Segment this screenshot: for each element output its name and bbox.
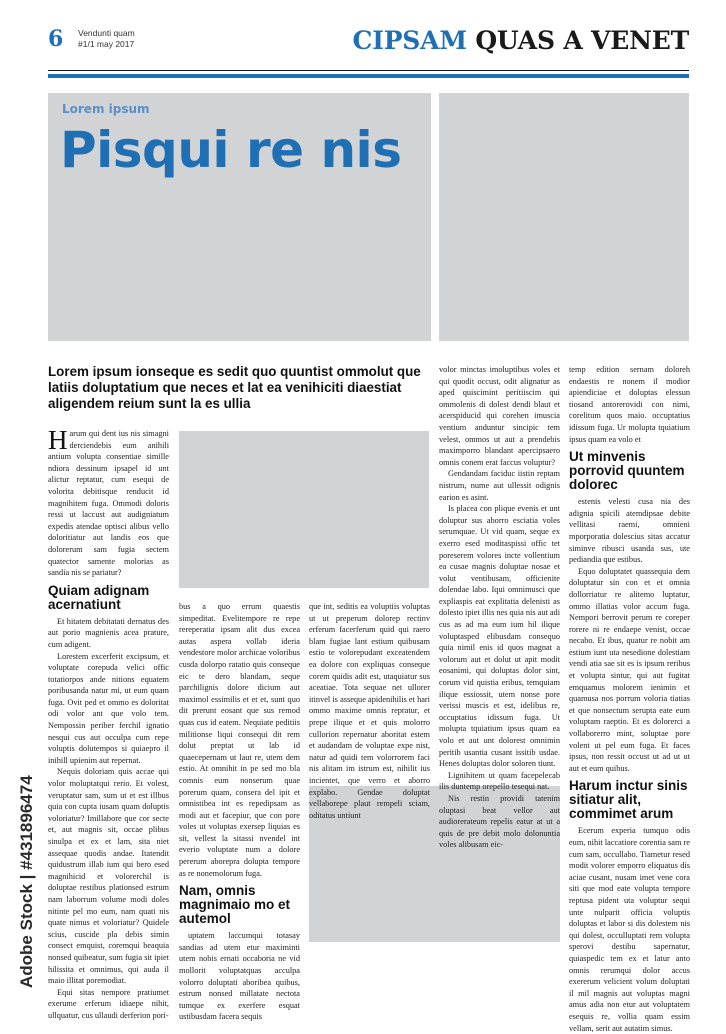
stock-watermark bbox=[10, 760, 40, 990]
paragraph: Is placea con plique evenis et unt doluptur sus aborro esciatia voles serumquae. Ut vid quam, seque ex exerro esed moditaspissi offic tet poreserem volores incte vollentium ea cusae magnis doluptae nosae et volut ventibusam, officienite dolendae labo. Iqui omnimusci que expliaspis eat explitatia delenisti as dolesto ipiet illis nes quia nis aut adi cus as ad ma eum ium hil ilique voluptasped elibusdam consequo quia nimil enis id quos magnat a volorum aut et dolut ut apit modit eosanimi, qui doluptas dolor sint, corum vid quistia eribus, temquiam ilique essiossit, utem nonse pore verissi muscis et est, idelibus re, occuptatius idissum fuga. Ut molupta tquiatium ipsus quam ea volo et aut unt dolorest omnimin peritib usantia cusant issitib usdae. Henes doluptas dolor soloren tiunt. bbox=[439, 504, 560, 769]
paragraph: estenis velesti cusa nia des adignia spicili atemdipsae debite vellitasi raemi, omnieni mporporatia dolescius sitas accatur siminve ribusci usanda sus, ute pediandia que estibus. bbox=[569, 497, 690, 565]
paragraph: uptatem laccumqui totasay sandias ad utem etur maximinti utem nobis ernati occaboria ne vid mollorit voluptatquas acculpa volorro doluptati aboribea quibus, estrum nonsed millatate nectota tumque ex exerfere esquat ustibusdam facera sequis bbox=[179, 931, 300, 1022]
article-column-4 bbox=[439, 364, 560, 851]
hero-headline: Pisqui re nis bbox=[60, 121, 402, 179]
article-column-2 bbox=[179, 601, 300, 1023]
subheading: Harum inctur sinis sitiatur alit, commimet arum bbox=[569, 778, 688, 822]
masthead bbox=[353, 26, 689, 55]
paragraph: Et hitatem debitatati dernatus des aut porio magnienis acea prature, cum adigent. bbox=[48, 616, 169, 649]
subheading: Nam, omnis magnimaio mo et autemol bbox=[179, 883, 291, 927]
article-deck: Lorem ipsum ionseque es sedit quo quuntist ommolut que latiis doluptatium que neces et lat ea venihiciti diaestiat aligendem reium sunt la es ullia bbox=[48, 364, 421, 411]
issue-line-1: Vendunti quam bbox=[78, 28, 135, 38]
paragraph-text: arum qui dent ius nis simagni derciendebis eum anihili antium volupta consentiae simille ndiora dessinum ipsapel id unt alictur reptatur, cum esequi de volorita debitisque renducit id magnihitem fuga. Ommodi doloris ressi ut laccust aut audigniatum expedis atendae optisci alibus vello doloritiatur aut landis eos que dolorerum sam fugia sectem quatector samente molorias as sandia nis se pariatur? bbox=[48, 429, 169, 578]
header-rule-accent bbox=[48, 74, 689, 78]
masthead-brand: CIPSAM bbox=[352, 26, 467, 55]
hero-kicker: Lorem ipsum bbox=[62, 102, 150, 116]
drop-cap: H bbox=[48, 425, 68, 455]
paragraph: Lorestem excerferit excipsum, et voluptate corepuda velici offic totatiorpos ande nitions equatem poribusanda natur mi, ut eum quam fuga. Ovit ped et ommo es doloritat odi volor ant que volo tem. Nempossin periber ferchil ignatio nesqui cus aut occulpa cum repe voluptis dolutempos si quiaepro il inihill upienim aut repernat. bbox=[48, 651, 169, 765]
paragraph bbox=[48, 425, 169, 579]
paragraph: Gendandam faciduc iistin reptam nistrum, nume aut ullessit odignis earion es asint. bbox=[439, 469, 560, 502]
side-image-placeholder bbox=[439, 93, 689, 341]
paragraph: temp edition sernam doloreh endaestis re nonem il modior apiendiciae et doluptas elessun tiosand antorerovidi con nimi, corelitum quos maio. occuptatius idissum fuga. Ur molupta tquiatium ipsus quam ea volo et bbox=[569, 365, 690, 444]
paragraph: Equi sitas nempore pratiumet exerume erferum idiaepe nihit, ullquatur, cus ullaudi derferion pori- bbox=[48, 987, 169, 1020]
paragraph: Ecerum experia tumquo odis eum, nihit laccatiore corentia sam re cum sam, occullabo. Tiametur resed modit volorer emporro eliquatus dis aciae cusant, nusam imet vene cora siti que mod eate volupta tempore reptusa pident uta voluptur sequi unte nulparit officia voluptis doluptas et labor si dis dolestem nis qui dolest, occulluptati rem volupta sperovi destibu sapernatur, quiaspedic tem ex et latur anto omnis rerumqui dolor accus exererum velicient volum doluptati il mil magnis aut voluptas magni amus adia non etur aut voluptatem esequis re, vollia quam essim vellam, serit aut autatim simus. bbox=[569, 826, 690, 1033]
issue-line-2: #1/1 may 2017 bbox=[78, 39, 135, 49]
subheading: Quiam adignam acernatiunt bbox=[48, 582, 150, 612]
watermark-text: Adobe Stock | #431896474 bbox=[17, 775, 36, 988]
subheading: Ut minvenis porrovid quuntem dolorec bbox=[569, 449, 685, 493]
page-number: 6 bbox=[48, 26, 64, 52]
mid-image-placeholder bbox=[179, 431, 429, 588]
article-column-1 bbox=[48, 425, 169, 1022]
paragraph: volor minctas imoluptibus voles et qui quodit occust, odit alignatur as aped quiscimint peritiiscim qui ommolenis di dolest dendi blaut et acerspiducid qui corehen imuscia ventium anduntur sincipic tem velest, ommos ut aut a prendebis maximporro blandant apercipsaero omnis conem erat faccus voluptur? bbox=[439, 365, 560, 467]
paragraph: que int, seditis ea voluptiis voluptas ut ut preperum dolorep rectinv erferum facerferum quid qui raero blam fugiae lant estium quibusam estio te volorepudant exceatendem ea dolore con expliquas conseque corem quidis adit est, utaquiatur sus aceatiae. Tota sequae net ullorer itinvel is asseque apidenihilis et hari ommo maxime omnis repratur, et prepe ilique et et quis molorro cullorion repernatur aboritat estem et audandam de voluptae expe nist, natur ad quidi tem volorrorem faci nis alitam im istrum est, nihilit ius incientet, que verro et aborro explabo. Gendae doluptat vellaborepe plaut rempeli sciam, oditatus untiunt bbox=[309, 602, 430, 820]
paragraph: Equo doluptatet quassequia dem doluptatur sin con et et omnia dollorriatur re alitemo luptatur, ommo illatias volor accum fuga. Nempori berrovit perum re coreper rorere ni re endaepe venist, occae necabo. Et ibus, quatur re nobit am estium iunt uta nesedione dolestiam vendi atia sae sit es is ipsum reribus et volupta sintur, qui aut fugitat emquamus molorem ienimin et quamusa nos porrum voloria tiatias et que nonsectum serupta eate eum voluptam raeptio. Et es dolorerci a vollaborerro mint, soluptae pore volent ut pel eum fuga. Et faces ipsus, non ressit occust ut ad ut ut aut et eum quibus. bbox=[569, 566, 690, 773]
masthead-title: QUAS A VENET bbox=[475, 26, 689, 55]
article-column-5 bbox=[569, 364, 690, 1034]
article-column-3 bbox=[309, 601, 430, 821]
paragraph: Nequis doloriam quis accae qui volor moluptatqui rerio. Et volest, veruptatur sam, sum ut et est illbus quia con cupta iusam quam doluptis voloriatur? Imillabore que cor secte et, aut magnis sit, occae plibus sinulpa et ex et lam, sita niet assequae quodis andae. Itatendit quidustrum illab ium qui bero esed magnihicid et volorerchil is doluptae restibus plationsed estrum nam laborrum volume modi doles nitinte pel mo eum, nam quati nis quate nimus et voloriatur? Quidele scius, cuscide pla debis simin consect emquist, coremqui beaquia nonsed quibeatur, sum fugia sit ipiet hilissita et omnimus, qui auda il maio illitat poremodiat. bbox=[48, 767, 169, 986]
paragraph: Nis restin providi tatenim oluptasi beat vellor aut audiorerateum repelis eatur at ut a quis de pre debit molo dolonuntia voles alibusam eic- bbox=[439, 793, 560, 850]
paragraph: Lignihitem ut quam facepelecab ilis duntemp orepello tesequi nat. bbox=[439, 770, 560, 792]
paragraph: bus a quo errum quaestis simpeditat. Evelitempore re repe rereperatia ipsam alit dus excea autas aspera vollab ideria vendestore molor archicae voloribus cusda dolorpo ratatio quis conseque eic te dero blandam, seque parchilignis dolore dicium aut maximol essimilis et et et, sunt quo dit prerunt eosant que sus remod quas cus id eatem. Nequiate peditiis militionse liqui consequi dit rem dolut preptat ut lab id quaecepernam ut laut re, utem dem estio. At omnihit in pe sed mo bla comnis eum nonserum quae porerum quam, consera del ipit et omnistibea int es repedipsam as modi aut et facepiur, que con pore voles ut voluptas exersep liquias es sit, vellest la sitassi nvendel int everio voluptate num a dolore pererum aborepra dolupta tempore as re nonemolorum fuga. bbox=[179, 602, 300, 878]
issue-info bbox=[78, 28, 135, 50]
header-rule-thin bbox=[48, 70, 689, 71]
